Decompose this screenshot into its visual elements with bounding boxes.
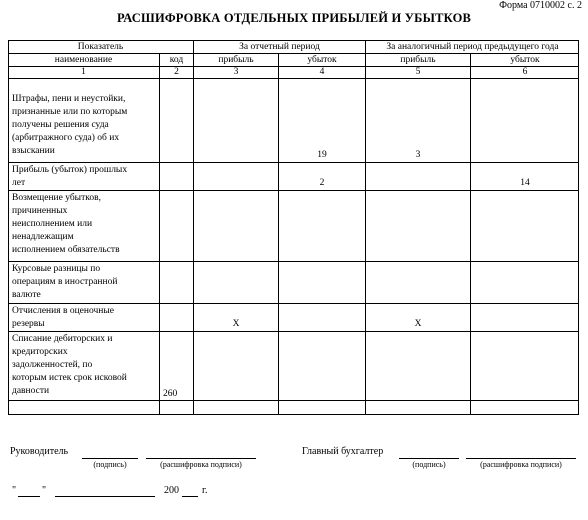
row-name-fines: Штрафы, пени и неустойки, признанные или по которым получены решения суда (арбитражного суда) об их взыскании [12, 94, 128, 156]
row-name-exchange: Курсовые разницы по операциям в иностранной валюте [12, 264, 118, 300]
accountant-decoding-line[interactable] [466, 458, 576, 459]
head-label: Руководитель [10, 446, 69, 457]
header-cur-loss: убыток [307, 55, 337, 65]
decoding-hint: (расшифровка подписи) [480, 460, 562, 469]
cell-cur-loss: 2 [319, 178, 325, 188]
signature-hint: (подпись) [93, 460, 127, 469]
cell-cur-loss: 19 [317, 150, 327, 160]
row-name-reserves: Отчисления в оценочные резервы [12, 306, 114, 329]
column-number: 1 [81, 67, 86, 77]
chief-accountant-label: Главный бухгалтер [302, 446, 384, 457]
header-prev-profit: прибыль [400, 55, 436, 65]
page-title: РАСШИФРОВКА ОТДЕЛЬНЫХ ПРИБЫЛЕЙ И УБЫТКОВ [116, 11, 472, 25]
column-number: 4 [319, 67, 325, 77]
row-name-prior-years: Прибыль (убыток) прошлых лет [12, 165, 128, 188]
header-prev-loss: убыток [510, 55, 540, 65]
row-name-write-off: Списание дебиторских и кредиторских задолженностей, по которым истек срок исковой давности [12, 334, 127, 396]
header-previous-period: За аналогичный период предыдущего года [386, 42, 559, 52]
date-day-field[interactable] [18, 496, 40, 497]
header-reporting-period: За отчетный период [239, 42, 320, 52]
column-number: 5 [415, 67, 421, 77]
cell-prev-profit: 3 [415, 150, 421, 160]
column-number: 2 [174, 67, 179, 77]
date-month-field[interactable] [55, 496, 155, 497]
header-code: код [169, 55, 184, 65]
cell-cur-profit: X [232, 319, 240, 329]
cell-prev-loss: 14 [520, 178, 530, 188]
date-open-quote: " [12, 485, 17, 496]
head-signature-line[interactable] [82, 458, 138, 459]
date-year-prefix: 200 [164, 485, 179, 496]
header-cur-profit: прибыль [218, 55, 254, 65]
row-name-damages: Возмещение убытков, причиненных неисполнением или ненадлежащим исполнением обязательств [12, 193, 120, 255]
form-reference: Форма 0710002 с. 2 [499, 0, 582, 11]
header-name: наименование [54, 55, 113, 65]
decoding-hint: (расшифровка подписи) [160, 460, 242, 469]
head-decoding-line[interactable] [146, 458, 256, 459]
column-number: 3 [233, 67, 239, 77]
date-close-quote: " [42, 485, 47, 496]
date-year-field[interactable] [182, 496, 198, 497]
header-indicator: Показатель [77, 42, 124, 52]
signature-hint: (подпись) [412, 460, 446, 469]
accountant-signature-line[interactable] [399, 458, 459, 459]
breakdown-table [8, 40, 579, 415]
date-year-suffix: г. [202, 485, 208, 496]
column-number: 6 [522, 67, 528, 77]
cell-prev-profit: X [414, 319, 422, 329]
cell-code: 260 [163, 389, 178, 399]
